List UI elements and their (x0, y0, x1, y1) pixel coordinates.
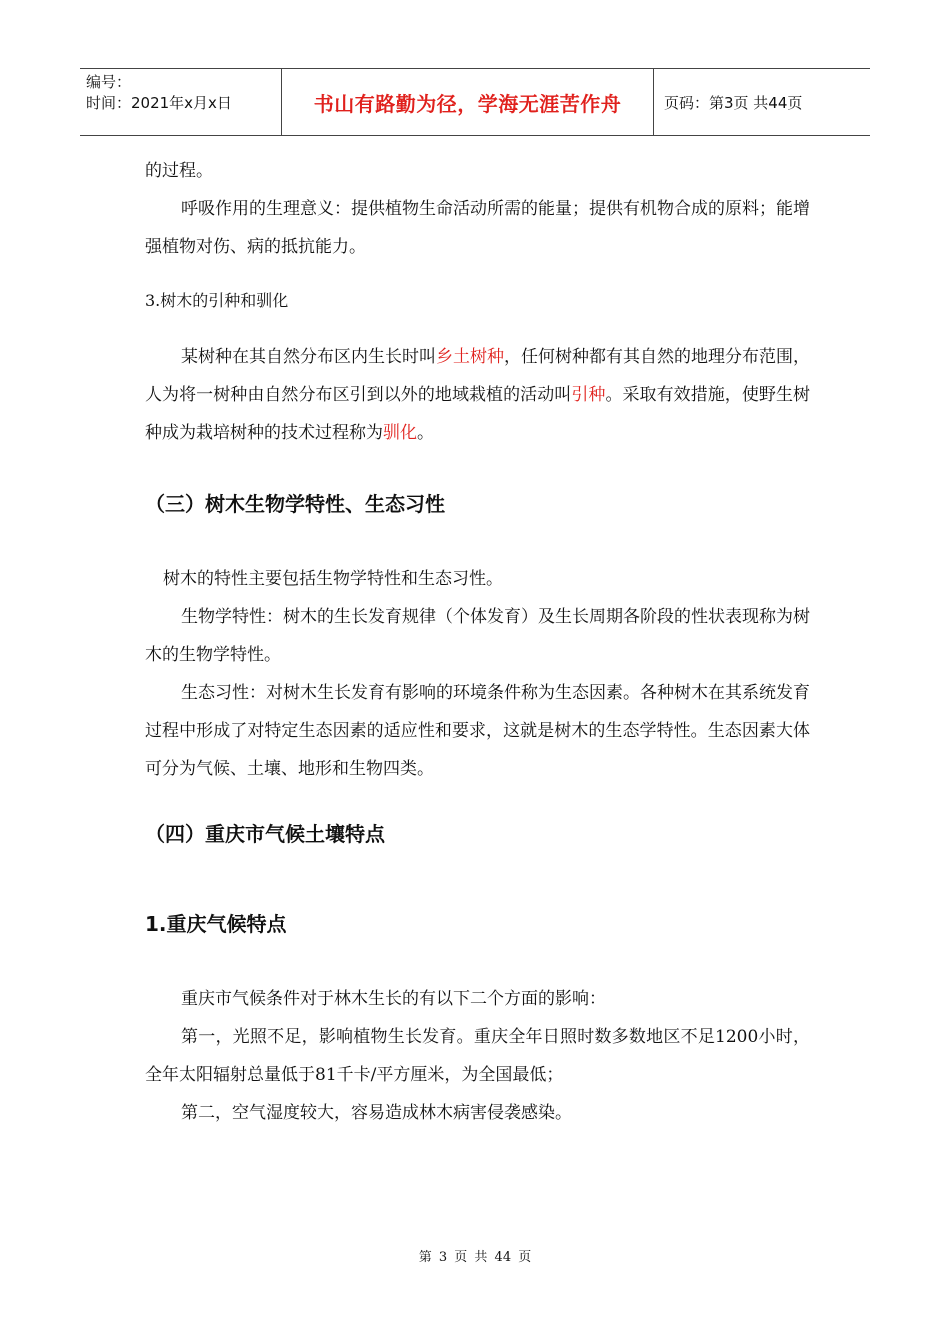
text-run: ，任何树种都有其自然的地理分布范围，人为将一树种由自然分布区引到以外的地域栽植的活动叫 (145, 347, 810, 405)
subsection-heading-climate: 1.重庆气候特点 (145, 912, 287, 936)
header-time: 时间：2021年x月x日 (86, 94, 232, 112)
header-page-number: 页码：第3页 共44页 (664, 93, 803, 112)
paragraph-climate-second: 第二，空气湿度较大，容易造成林木病害侵袭感染。 (181, 1103, 572, 1123)
paragraph-climate-first: 第一，光照不足，影响植物生长发育。重庆全年日照时数多数地区不足1200小时，全年太阳辐射总量低于81千卡/平方厘米，为全国最低； (145, 1027, 810, 1085)
paragraph-biological: 生物学特性：树木的生长发育规律（个体发育）及生长周期各阶段的性状表现称为树木的生物学特性。 (145, 607, 810, 665)
text-run: 。 (417, 423, 434, 443)
term-introduction: 引种 (571, 385, 606, 405)
text-run: 某树种在其自然分布区内生长时叫 (181, 347, 436, 367)
paragraph-introduction (145, 338, 810, 452)
text-run: 。采取有效措施，使野生树种成为栽培树种的技术过程称为 (145, 385, 811, 443)
paragraph-climate-intro: 重庆市气候条件对于林木生长的有以下二个方面的影响： (181, 989, 606, 1009)
page-header (80, 68, 870, 136)
paragraph-respiration: 呼吸作用的生理意义：提供植物生命活动所需的能量；提供有机物合成的原料；能增强植物对伤、病的抵抗能力。 (145, 199, 810, 257)
term-native-species: 乡土树种 (436, 347, 504, 367)
paragraph-continued: 的过程。 (145, 161, 213, 181)
header-meta (80, 69, 282, 135)
paragraph-characteristics: 树木的特性主要包括生物学特性和生态习性。 (163, 569, 503, 589)
term-domestication: 驯化 (383, 423, 417, 443)
page-footer: 第 3 页 共 44 页 (418, 1250, 532, 1265)
header-motto: 书山有路勤为径，学海无涯苦作舟 (282, 69, 654, 135)
subheading-introduction: 3.树木的引种和驯化 (145, 291, 289, 310)
section-heading-4: （四）重庆市气候土壤特点 (145, 822, 385, 846)
paragraph-ecological: 生态习性：对树木生长发育有影响的环境条件称为生态因素。各种树木在其系统发育过程中形成了对特定生态因素的适应性和要求，这就是树木的生态学特性。生态因素大体可分为气候、土壤、地形和生物四类。 (145, 683, 810, 779)
header-code: 编号： (86, 73, 132, 91)
section-heading-3: （三）树木生物学特性、生态习性 (145, 492, 445, 516)
